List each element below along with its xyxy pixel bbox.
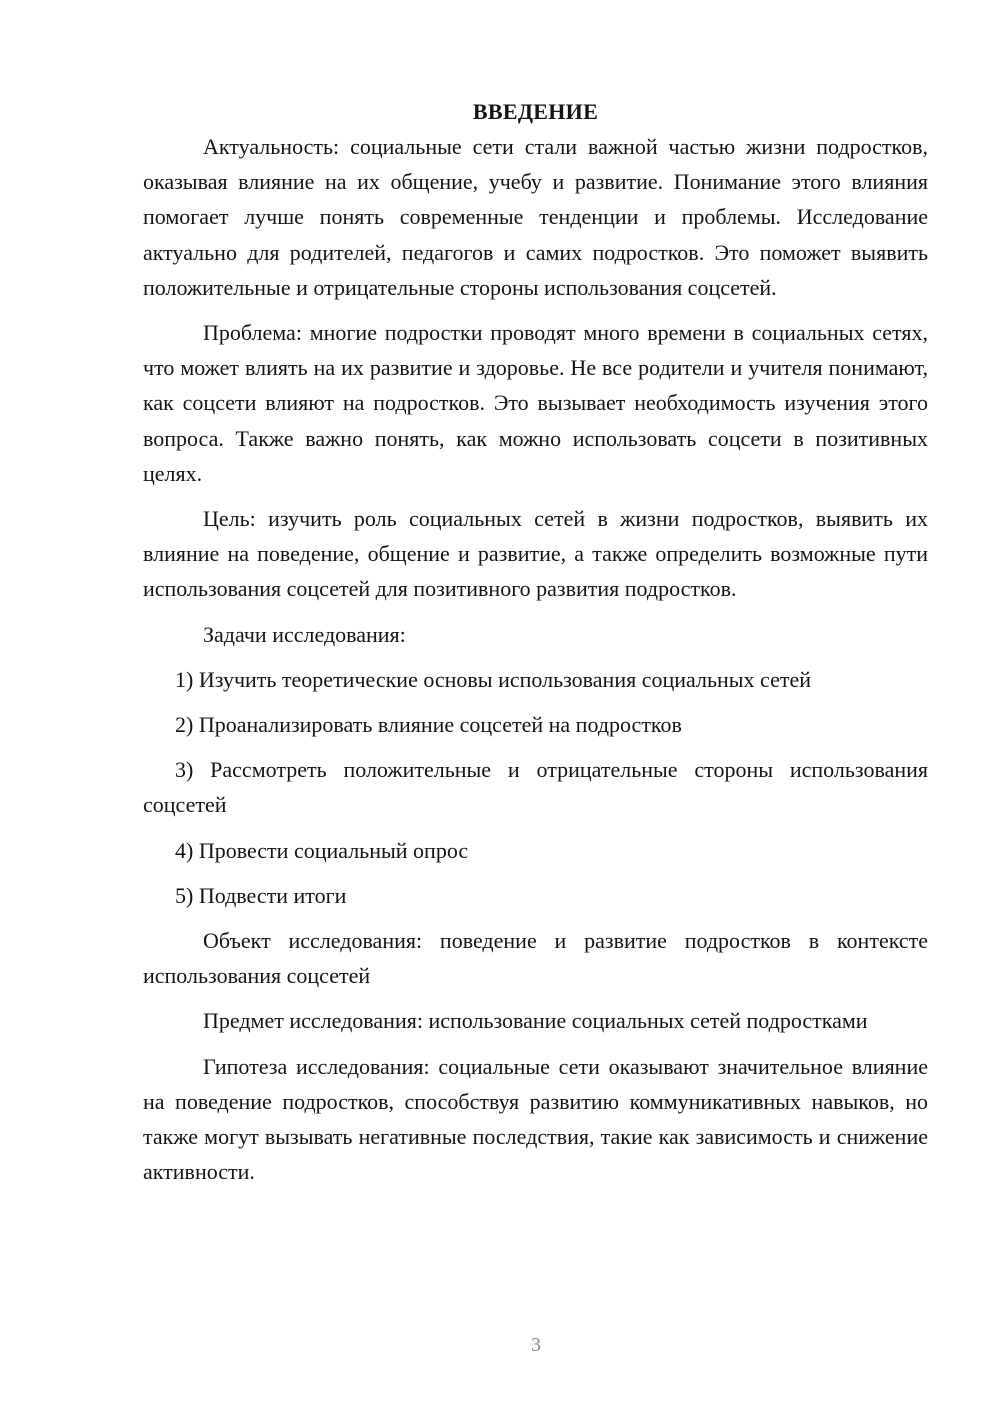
page-number: 3 <box>531 1334 541 1356</box>
page-body <box>143 94 928 1189</box>
hypothesis-paragraph: Гипотеза исследования: социальные сети оказывают значительное влияние на поведение подростков, способствуя развитию коммуникативных навыков, но также могут вызывать негативные последствия, такие как зависимость и снижение активности. <box>143 1053 928 1185</box>
object-paragraph: Объект исследования: поведение и развитие подростков в контексте использования соцсетей <box>143 928 928 989</box>
task-item-2: 2) Проанализировать влияние соцсетей на подростков <box>175 712 682 738</box>
tasks-heading: Задачи исследования: <box>203 621 406 647</box>
problem-paragraph: Проблема: многие подростки проводят много времени в социальных сетях, что может влиять на их развитие и здоровье. Не все родители и учителя понимают, как соцсети влияют на подростков. Это вызывает необходимость изучения этого вопроса. Также важно понять, как можно использовать соцсети в позитивных целях. <box>143 320 928 486</box>
relevance-paragraph: Актуальность: социальные сети стали важной частью жизни подростков, оказывая влияние на их общение, учебу и развитие. Понимание этого влияния помогает лучше понять современные тенденции и проблемы. Исследование актуально для родителей, педагогов и самих подростков. Это поможет выявить положительные и отрицательные стороны использования соцсетей. <box>143 134 928 300</box>
subject-paragraph: Предмет исследования: использование социальных сетей подростками <box>203 1008 868 1034</box>
task-item-1: 1) Изучить теоретические основы использования социальных сетей <box>175 666 811 692</box>
page-title: ВВЕДЕНИЕ <box>472 99 599 124</box>
task-item-3: 3) Рассмотреть положительные и отрицательные стороны использования соцсетей <box>143 757 928 818</box>
task-item-4: 4) Провести социальный опрос <box>175 837 469 863</box>
task-item-5: 5) Подвести итоги <box>175 882 347 908</box>
goal-paragraph: Цель: изучить роль социальных сетей в жизни подростков, выявить их влияние на поведение, общение и развитие, а также определить возможные пути использования соцсетей для позитивного развития подростков. <box>143 506 928 602</box>
